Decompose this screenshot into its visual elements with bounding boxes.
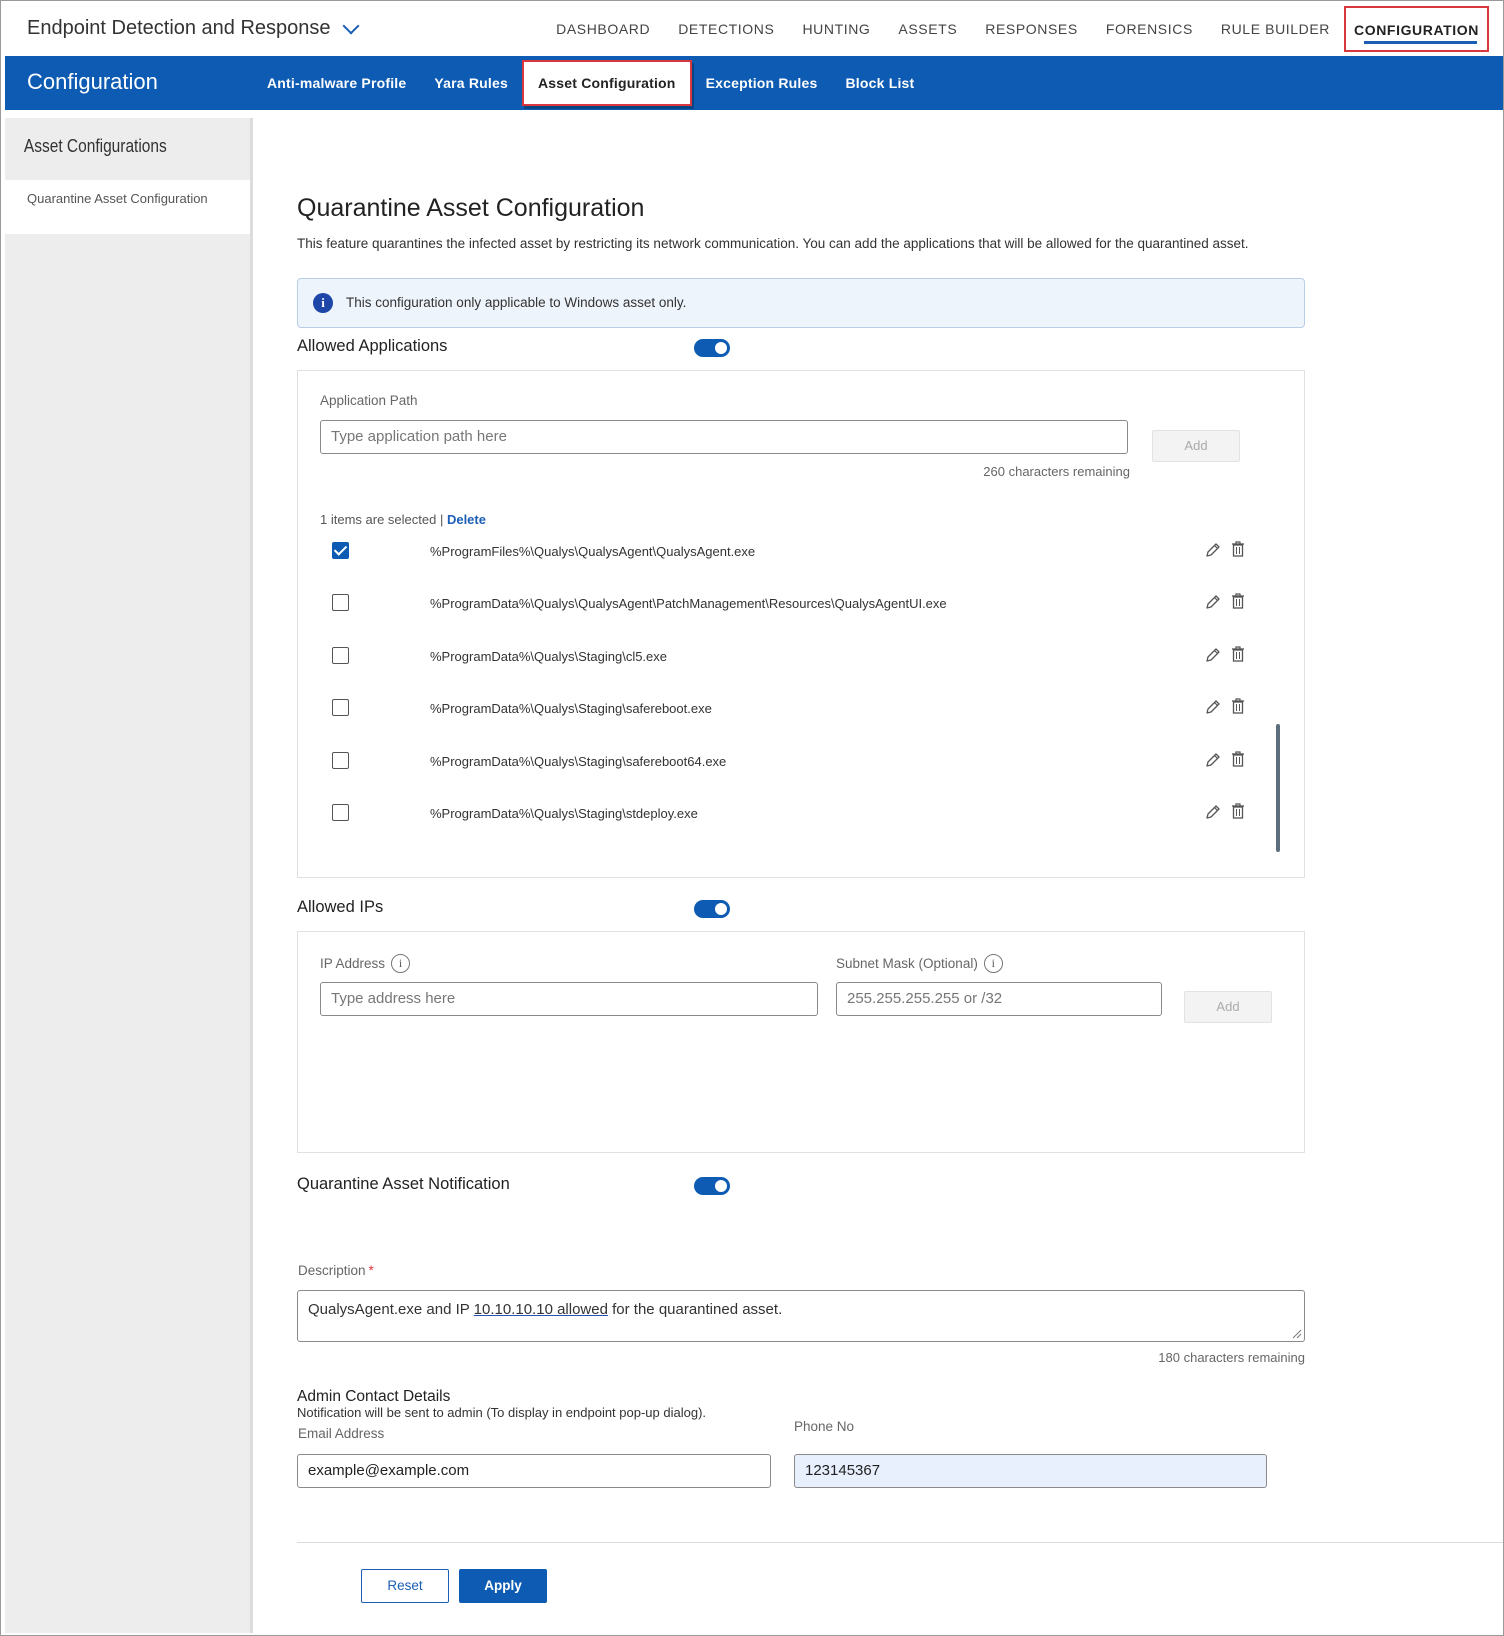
selection-count: 1 items are selected | [320, 512, 444, 527]
nav-configuration[interactable] [1344, 6, 1489, 52]
pencil-icon[interactable] [1204, 541, 1222, 559]
app-title: Endpoint Detection and Response [27, 17, 331, 39]
application-path-label [320, 393, 418, 408]
apply-button[interactable]: Apply [459, 1569, 547, 1603]
info-icon[interactable]: i [391, 954, 410, 973]
trash-icon[interactable] [1230, 540, 1246, 558]
quarantine-notification-toggle[interactable] [694, 1177, 730, 1195]
allowed-ips-label: Allowed IPs [297, 898, 384, 916]
nav-assets[interactable]: ASSETS [898, 20, 958, 37]
footer-divider [297, 1542, 1504, 1543]
application-row [298, 691, 1258, 731]
active-nav-underline [1364, 41, 1477, 44]
trash-icon[interactable] [1230, 592, 1246, 610]
sidebar [5, 118, 253, 1633]
nav-configuration-label: CONFIGURATION [1354, 21, 1479, 38]
sidebar-heading: Asset Configurations [23, 136, 167, 156]
description-text-underlined: 10.10.10.10 allowed [473, 1301, 608, 1318]
ip-address-input[interactable]: Type address here [320, 982, 818, 1016]
resize-handle-icon[interactable] [1292, 1329, 1302, 1339]
allowed-applications-panel [297, 370, 1305, 878]
trash-icon[interactable] [1230, 697, 1246, 715]
application-row [298, 744, 1258, 784]
phone-label [794, 1419, 854, 1434]
application-row-checkbox[interactable] [332, 594, 349, 611]
application-row-checkbox[interactable] [332, 647, 349, 664]
application-path-text: %ProgramData%\Qualys\Staging\cl5.exe [430, 648, 668, 664]
application-row-checkbox[interactable] [332, 542, 349, 559]
description-label [298, 1263, 374, 1278]
ip-address-label [320, 954, 410, 973]
config-tabs [267, 56, 942, 110]
application-path-chars-remaining: 260 characters remaining [983, 464, 1130, 479]
description-text-2: for the quarantined asset. [607, 1301, 783, 1318]
nav-responses[interactable]: RESPONSES [985, 20, 1078, 37]
config-subbar [5, 56, 1504, 110]
application-row [298, 534, 1258, 574]
ip-address-label-text: IP Address [320, 956, 386, 971]
top-header [1, 1, 1504, 56]
nav-detections[interactable]: DETECTIONS [678, 20, 775, 37]
tab-block-list[interactable]: Block List [845, 75, 915, 91]
page-title: Quarantine Asset Configuration [297, 194, 645, 222]
application-list-scrollbar[interactable] [1276, 724, 1280, 852]
tab-yara-rules[interactable]: Yara Rules [434, 75, 508, 91]
application-path-text: %ProgramFiles%\Qualys\QualysAgent\QualysAgent.exe [430, 544, 756, 559]
tab-anti-malware-profile[interactable]: Anti-malware Profile [267, 75, 407, 91]
info-icon: i [313, 293, 333, 313]
trash-icon[interactable] [1230, 802, 1246, 820]
email-label-text: Email Address [298, 1426, 385, 1441]
application-row-checkbox[interactable] [332, 699, 349, 716]
selection-info [320, 512, 486, 527]
application-path-text: %ProgramData%\Qualys\QualysAgent\PatchManagement\Resources\QualysAgentUI.exe [430, 596, 947, 612]
allowed-ips-toggle[interactable] [694, 900, 730, 918]
nav-rule-builder[interactable]: RULE BUILDER [1220, 20, 1331, 37]
chevron-down-icon [342, 17, 359, 34]
nav-dashboard[interactable]: DASHBOARD [556, 20, 651, 37]
info-icon[interactable]: i [984, 954, 1003, 973]
allowed-applications-label: Allowed Applications [297, 337, 448, 355]
description-textarea[interactable] [297, 1290, 1305, 1342]
admin-contact-note: Notification will be sent to admin (To display in endpoint pop-up dialog). [297, 1405, 707, 1420]
phone-label-text: Phone No [794, 1419, 855, 1434]
phone-input[interactable]: 123145367 [794, 1454, 1267, 1488]
pencil-icon[interactable] [1204, 751, 1222, 769]
application-path-text: %ProgramData%\Qualys\Staging\stdeploy.exe [430, 806, 698, 821]
pencil-icon[interactable] [1204, 646, 1222, 664]
pencil-icon[interactable] [1204, 593, 1222, 611]
trash-icon[interactable] [1230, 750, 1246, 768]
description-text-1: QualysAgent.exe and IP [308, 1301, 474, 1318]
admin-contact-heading: Admin Contact Details [297, 1388, 451, 1405]
page-description: This feature quarantines the infected asset by restricting its network communication. You can add the applications that will be allowed for the quarantined asset. [297, 236, 1249, 251]
application-path-text: %ProgramData%\Qualys\Staging\safereboot64.exe [430, 753, 727, 769]
application-row [298, 639, 1258, 679]
app-switcher[interactable] [27, 17, 357, 40]
application-row-checkbox[interactable] [332, 752, 349, 769]
subnet-mask-label [836, 954, 1003, 973]
add-ip-button[interactable]: Add [1184, 991, 1272, 1023]
required-mark: * [368, 1263, 374, 1278]
application-path-label-text: Application Path [320, 393, 418, 408]
application-row [298, 586, 1258, 626]
description-label-text: Description [298, 1263, 366, 1278]
allowed-ips-panel [297, 931, 1305, 1153]
trash-icon[interactable] [1230, 645, 1246, 663]
application-row-checkbox[interactable] [332, 804, 349, 821]
email-label [298, 1426, 384, 1441]
pencil-icon[interactable] [1204, 698, 1222, 716]
nav-forensics[interactable]: FORENSICS [1105, 20, 1193, 37]
reset-button[interactable]: Reset [361, 1569, 449, 1603]
tab-exception-rules[interactable]: Exception Rules [705, 75, 818, 91]
quarantine-notification-label: Quarantine Asset Notification [297, 1175, 510, 1193]
add-application-button[interactable]: Add [1152, 430, 1240, 462]
tab-asset-configuration[interactable]: Asset Configuration [522, 60, 692, 106]
description-chars-remaining: 180 characters remaining [1158, 1350, 1305, 1365]
application-row [298, 796, 1258, 836]
sidebar-item-quarantine-asset-configuration[interactable]: Quarantine Asset Configuration [5, 180, 250, 234]
application-path-text: %ProgramData%\Qualys\Staging\safereboot.exe [430, 701, 712, 717]
allowed-applications-toggle[interactable] [694, 339, 730, 357]
delete-selected-link[interactable]: Delete [446, 512, 486, 527]
subnet-mask-input[interactable]: 255.255.255.255 or /32 [836, 982, 1162, 1016]
subnet-mask-label-text: Subnet Mask (Optional) [836, 956, 978, 971]
email-input[interactable]: example@example.com [297, 1454, 771, 1488]
info-banner-text: This configuration only applicable to Windows asset only. [346, 295, 687, 310]
top-nav [528, 1, 1489, 56]
application-path-input[interactable]: Type application path here [320, 420, 1128, 454]
pencil-icon[interactable] [1204, 803, 1222, 821]
nav-hunting[interactable]: HUNTING [802, 20, 871, 37]
info-banner [297, 278, 1305, 328]
section-title: Configuration [27, 69, 158, 94]
